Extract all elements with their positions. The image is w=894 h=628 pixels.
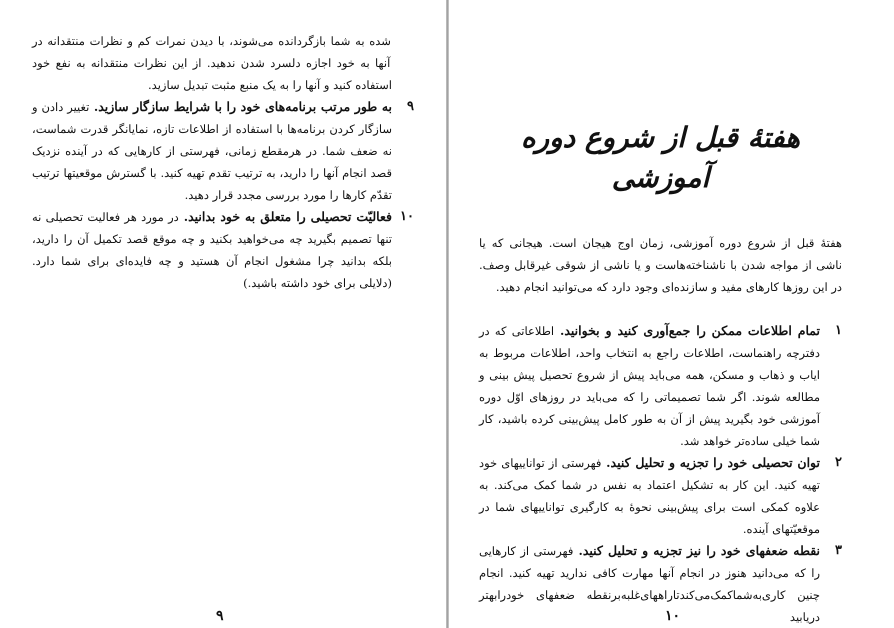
item-lead: توان تحصیلی خود را تجزیه و تحلیل کنید. (601, 455, 820, 470)
list-item-3 (479, 540, 842, 628)
item-lead: فعالیّت تحصیلی را متعلق به خود بدانید. (178, 209, 393, 224)
right-page-list (479, 320, 842, 628)
left-page-body (32, 30, 414, 294)
chapter-title: هفتهٔ قبل از شروع دوره آموزشی (520, 121, 801, 194)
list-item-2 (479, 452, 842, 540)
page-number-left: ۹ (216, 608, 224, 624)
continuation-line: آنها به خود اجازه دلسرد شدن ندهید. از این نظرات منتقدانه به نفع خود (32, 56, 391, 70)
item-number: ۲ (835, 455, 842, 470)
book-gutter (446, 0, 449, 628)
item-number: ۱ (835, 323, 842, 338)
item-body: تغییر دادن و سازگار کردن برنامه‌ها با استفاده از اطلاعات تازه، نمایانگر قدرت شماست، نه ضعف شما. در هرمقطع زمانی، فهرستی از کارهایی که در آینده نزدیک قصد انجام آنها را دارید، به ترتیب تقدم تهیه کنید. با گسترش موقعیتها ترتیب تقدّم کارها را مورد بررسی مجدد قرار دهید. (32, 100, 392, 202)
item-body: فهرستی از کارهایی را که می‌دانید هنوز در انجام آنها مهارت کافی ندارید تهیه کنید. انجام چنین کاری‌به‌شماکمک‌می‌کندتاراههای‌غلبه‌برنقطه ضعفهای خودرابهتر دریابید (479, 544, 820, 624)
continuation-line: شده به شما بازگردانده می‌شوند، با دیدن نمرات کم و نظرات منتقدانه در (32, 34, 391, 48)
item-number: ۳ (835, 543, 842, 558)
item-number: ۹ (407, 99, 414, 114)
list-item-1 (479, 320, 842, 452)
item-body: اطلاعاتی که در دفترچه راهنماست، اطلاعات راجع به انتخاب واحد، اطلاعات مربوط به ایاب و ذهاب و مسکن، همه می‌باید پیش از شروع تحصیل پیش بینی و مطالعه شوند. اگر شما تصمیماتی را که می‌باید در روزهای اوّل دوره آموزشی خود بگیرید پیش از آن به طور کامل پیش‌بینی کرده باشید، کار شما خیلی ساده‌تر خواهد شد. (479, 324, 820, 448)
item-number: ۱۰ (400, 209, 414, 224)
item-body: در مورد هر فعالیت تحصیلی نه تنها تصمیم بگیرید چه می‌خواهید بکنید و چه موقع قصد تکمیل آن را دارید، بلکه بدانید چرا مشغول انجام آن هستید و چه فایده‌ای برای شما دارد. (دلایلی برای خود داشته باشید.) (32, 210, 392, 290)
item-lead: به طور مرتب برنامه‌های خود را با شرایط سازگار سازید. (89, 99, 393, 114)
continuation-line: استفاده کنید و آنها را به یک منبع مثبت تبدیل سازید. (148, 78, 392, 92)
item-lead: نقطه ضعفهای خود را نیز تجزیه و تحلیل کنید. (573, 543, 820, 558)
continuation-paragraph (32, 30, 392, 96)
list-item-10 (32, 206, 414, 294)
intro-text: هفتهٔ قبل از شروع دوره آموزشی، زمان اوج هیجان است. هیجانی که یا ناشی از مواجه شدن با ناشناخته‌هاست و یا ناشی از شوقی غیرقابل وصف. در این روزها کارهای مفید و سازنده‌ای وجود دارد که می‌توانید انجام دهید. (479, 236, 842, 294)
intro-paragraph (479, 232, 842, 298)
page-number-right: ۱۰ (665, 608, 681, 624)
item-lead: تمام اطلاعات ممکن را جمع‌آوری کنید و بخوانید. (554, 323, 820, 338)
list-item-9 (32, 96, 414, 206)
right-page (447, 0, 894, 628)
item-body: فهرستی از تواناییهای خود تهیه کنید. این کار به تشکیل اعتماد به نفس در شما کمک می‌کند. به علاوه کمکی است برای پیش‌بینی نحوهٔ به کارگیری تواناییهای شما در موقعیّتهای آینده. (479, 456, 820, 536)
